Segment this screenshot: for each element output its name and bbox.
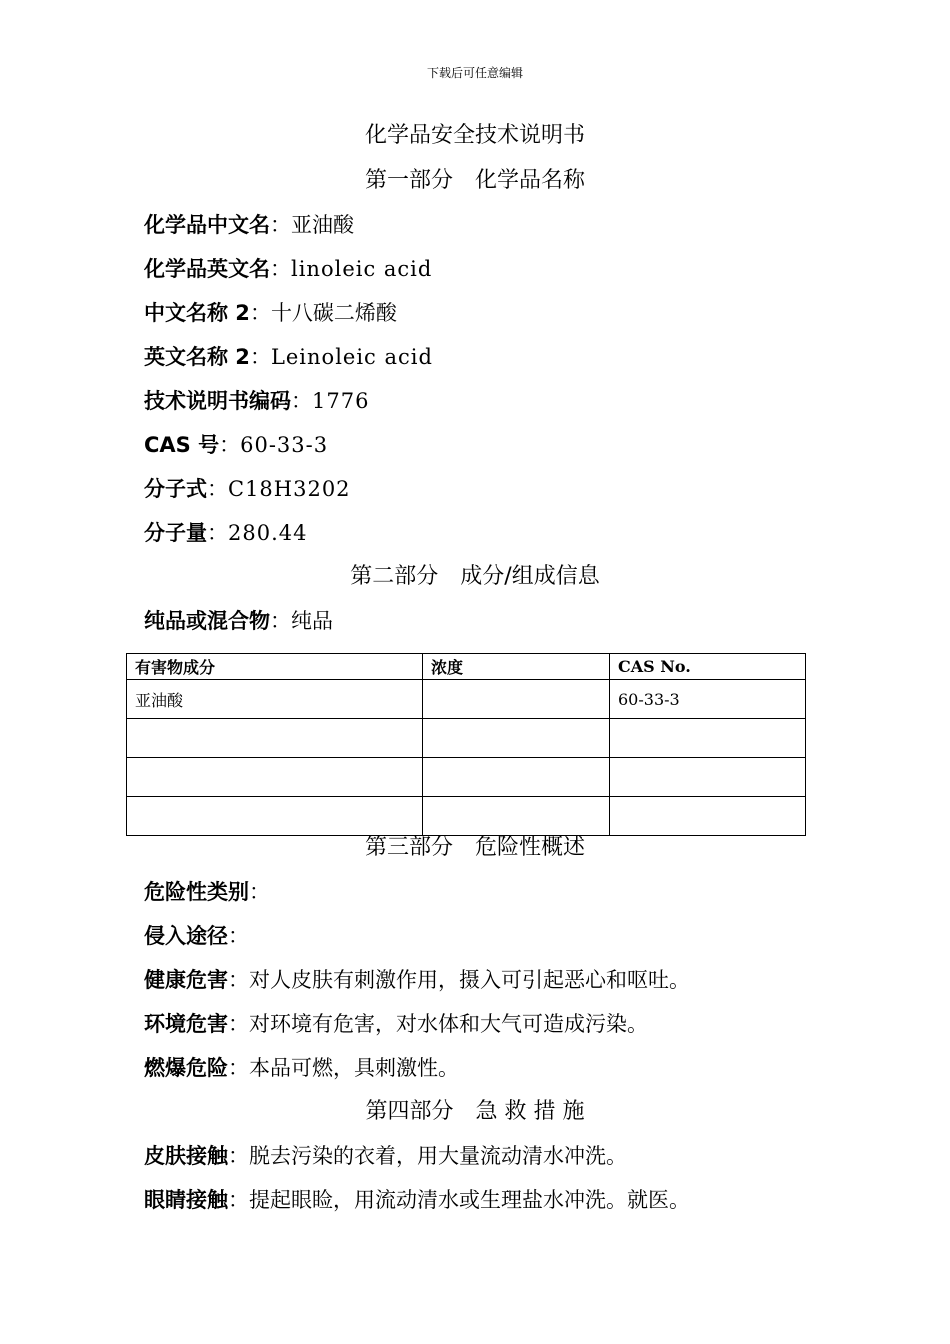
field-label: 皮肤接触 <box>144 1144 228 1168</box>
table-cell <box>423 758 610 797</box>
section3-title: 第三部分 危险性概述 <box>364 835 585 860</box>
field-hazard-class: 危险性类别： <box>144 880 270 904</box>
field-label: 健康危害 <box>144 968 228 992</box>
table-cell <box>423 797 610 836</box>
field-formula: 分子式：C18H3202 <box>144 477 351 501</box>
field-label: CAS 号 <box>144 433 220 457</box>
field-value: 对环境有危害，对水体和大气可造成污染。 <box>249 1012 648 1036</box>
field-value: C18H3202 <box>228 477 351 501</box>
field-cn-name2: 中文名称 2：十八碳二烯酸 <box>144 301 397 325</box>
field-label: 化学品中文名 <box>144 213 270 237</box>
table-row <box>127 797 806 836</box>
document-title: 化学品安全技术说明书 <box>364 123 585 148</box>
table-row <box>127 719 806 758</box>
section1-title: 第一部分 化学品名称 <box>364 168 585 193</box>
field-en-name2: 英文名称 2：Leinoleic acid <box>144 345 433 369</box>
field-value: Leinoleic acid <box>270 345 433 369</box>
table-row <box>127 758 806 797</box>
composition-table <box>126 653 806 836</box>
field-label: 危险性类别 <box>144 880 249 904</box>
field-label: 眼睛接触 <box>144 1188 228 1212</box>
header-note: 下载后可任意编辑 <box>426 66 523 80</box>
field-health: 健康危害：对人皮肤有刺激作用，摄入可引起恶心和呕吐。 <box>144 968 690 992</box>
table-header-cell: CAS No. <box>610 654 806 680</box>
field-label: 化学品英文名 <box>144 257 270 281</box>
field-label: 英文名称 2 <box>144 345 250 369</box>
field-value: 1776 <box>312 389 370 413</box>
section4-title: 第四部分 急 救 措 施 <box>365 1099 585 1124</box>
table-cell: 60-33-3 <box>610 680 806 719</box>
field-skin: 皮肤接触：脱去污染的衣着，用大量流动清水冲洗。 <box>144 1144 627 1168</box>
section2-title: 第二部分 成分/组成信息 <box>350 564 600 589</box>
field-label: 分子式 <box>144 477 207 501</box>
table-cell: 亚油酸 <box>127 680 423 719</box>
table-header-row <box>127 654 806 680</box>
field-label: 纯品或混合物 <box>144 609 270 633</box>
field-label: 分子量 <box>144 521 207 545</box>
field-mw: 分子量：280.44 <box>144 521 308 545</box>
field-value: 对人皮肤有刺激作用，摄入可引起恶心和呕吐。 <box>249 968 690 992</box>
field-code: 技术说明书编码：1776 <box>144 389 370 413</box>
field-value: 纯品 <box>291 609 333 633</box>
field-label: 中文名称 2 <box>144 301 250 325</box>
table-cell <box>423 719 610 758</box>
table-cell <box>610 758 806 797</box>
field-fire: 燃爆危险：本品可燃，具刺激性。 <box>144 1056 459 1080</box>
field-label: 技术说明书编码 <box>144 389 291 413</box>
field-value: linoleic acid <box>291 257 433 281</box>
field-label: 燃爆危险 <box>144 1056 228 1080</box>
field-cas: CAS 号：60-33-3 <box>144 433 329 457</box>
table-cell <box>610 797 806 836</box>
table-cell <box>127 797 423 836</box>
field-en-name: 化学品英文名：linoleic acid <box>144 257 433 281</box>
table-cell <box>127 719 423 758</box>
table-cell <box>610 719 806 758</box>
table-row <box>127 680 806 719</box>
field-env: 环境危害：对环境有危害，对水体和大气可造成污染。 <box>144 1012 648 1036</box>
field-value: 提起眼睑，用流动清水或生理盐水冲洗。就医。 <box>249 1188 690 1212</box>
field-value: 60-33-3 <box>240 433 329 457</box>
field-value: 十八碳二烯酸 <box>270 301 397 325</box>
field-eye: 眼睛接触：提起眼睑，用流动清水或生理盐水冲洗。就医。 <box>144 1188 690 1212</box>
field-label: 侵入途径 <box>144 924 228 948</box>
table-header-cell: 有害物成分 <box>127 654 423 680</box>
table-header-cell: 浓度 <box>423 654 610 680</box>
field-value: 亚油酸 <box>291 213 354 237</box>
field-route: 侵入途径： <box>144 924 249 948</box>
table-cell <box>423 680 610 719</box>
field-label: 环境危害 <box>144 1012 228 1036</box>
field-cn-name: 化学品中文名：亚油酸 <box>144 213 354 237</box>
field-value: 280.44 <box>228 521 308 545</box>
field-purity: 纯品或混合物：纯品 <box>144 609 333 633</box>
table-cell <box>127 758 423 797</box>
field-value: 本品可燃，具刺激性。 <box>249 1056 459 1080</box>
field-value: 脱去污染的衣着，用大量流动清水冲洗。 <box>249 1144 627 1168</box>
